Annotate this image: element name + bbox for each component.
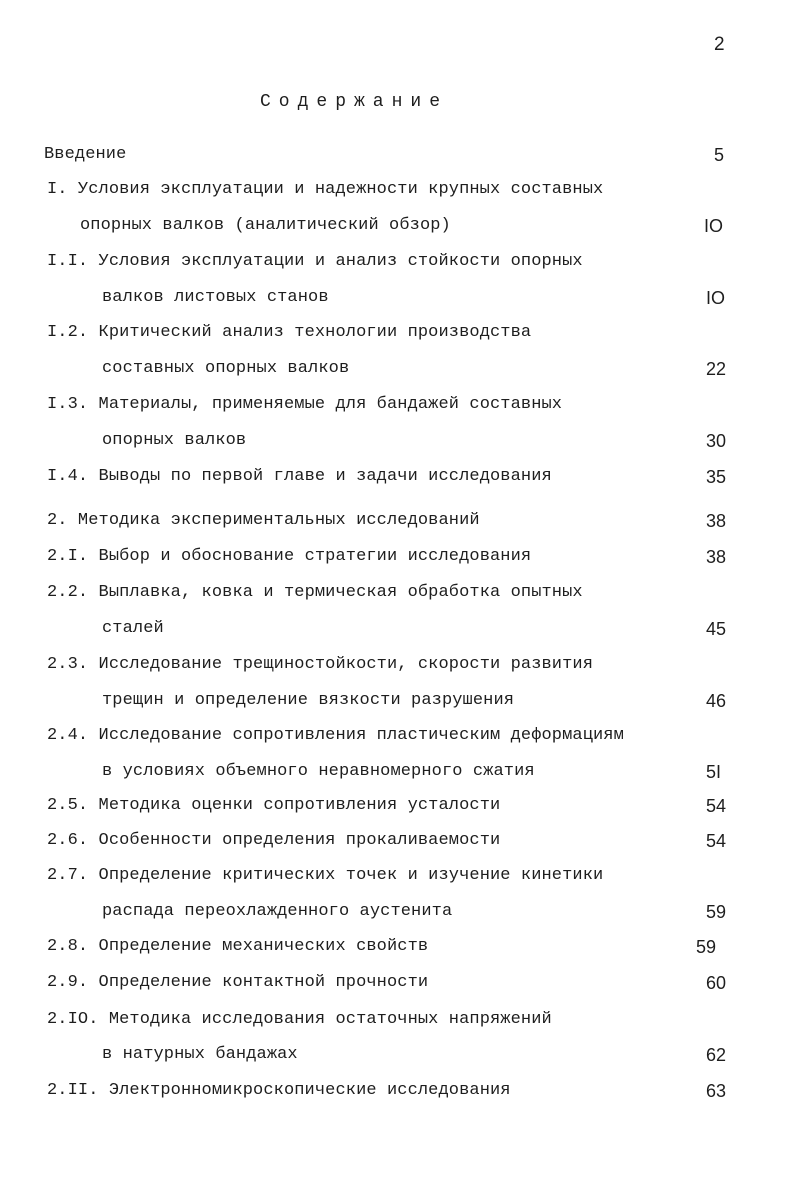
- toc-entry-number: I.3.: [47, 395, 89, 414]
- toc-page-number: 35: [706, 467, 727, 487]
- toc-entry-line: [47, 726, 624, 745]
- toc-entry-text: Исследование трещиностойкости, скорости развития: [98, 655, 594, 674]
- toc-page-number: IO: [704, 216, 724, 236]
- toc-entry-text: Определение критических точек и изучение кинетики: [98, 866, 604, 885]
- toc-entry-text: Условия эксплуатации и надежности крупных составных: [77, 180, 604, 199]
- toc-entry-text: Электронномикроскопические исследования: [108, 1081, 511, 1100]
- toc-entry-line: [47, 547, 531, 566]
- toc-entry-line: [47, 467, 552, 486]
- toc-entry-text: в условиях объемного неравномерного сжатия: [102, 762, 535, 781]
- toc-page-number: 59: [696, 937, 717, 957]
- toc-entry-line: [47, 1081, 511, 1100]
- toc-page-number: IO: [706, 288, 726, 308]
- toc-entry-text: Определение контактной прочности: [98, 973, 429, 992]
- toc-entry-text: Методика исследования остаточных напряжений: [108, 1010, 552, 1029]
- toc-entry-text: трещин и определение вязкости разрушения: [102, 691, 515, 710]
- toc-entry-line: [47, 583, 583, 602]
- toc-entry-line: [47, 323, 531, 342]
- toc-entry-line: [47, 395, 562, 414]
- toc-entry-text: опорных валков (аналитический обзор): [80, 216, 451, 235]
- toc-page-number: 22: [706, 359, 727, 379]
- toc-title: Содержание: [260, 92, 449, 112]
- toc-page-number: 38: [706, 511, 727, 531]
- toc-entry-line: [47, 866, 603, 885]
- toc-entry-text: Выплавка, ковка и термическая обработка опытных: [98, 583, 583, 602]
- toc-entry-number: I.2.: [47, 323, 89, 342]
- toc-entry-number: 2.IO.: [47, 1010, 99, 1029]
- toc-page-number: 60: [706, 973, 727, 993]
- toc-entry-text: Исследование сопротивления пластическим деформациям: [98, 726, 624, 745]
- toc-entry-line: [47, 937, 428, 956]
- toc-page-number: 45: [706, 619, 727, 639]
- toc-entry-text: опорных валков: [102, 431, 247, 450]
- toc-entry-line: [47, 973, 428, 992]
- toc-entry-number: 2.I.: [47, 547, 89, 566]
- toc-entry-text: валков листовых станов: [102, 288, 329, 307]
- page-number: 2: [714, 34, 725, 55]
- toc-entry-text: в натурных бандажах: [102, 1045, 298, 1064]
- toc-entry-text: Материалы, применяемые для бандажей составных: [98, 395, 563, 414]
- toc-entry-number: I.I.: [47, 252, 89, 271]
- toc-entry-number: 2.5.: [47, 796, 89, 815]
- toc-page-number: 46: [706, 691, 727, 711]
- toc-entry-number: 2.3.: [47, 655, 89, 674]
- toc-entry-text: Введение: [44, 145, 127, 164]
- toc-entry-line: [47, 1010, 552, 1029]
- toc-entry-number: I.: [47, 180, 68, 199]
- toc-entry-line: [47, 252, 583, 271]
- toc-entry-text: Определение механических свойств: [98, 937, 429, 956]
- toc-page-number: 38: [706, 547, 727, 567]
- toc-entry-line: [47, 796, 500, 815]
- toc-entry-text: Выводы по первой главе и задачи исследования: [98, 467, 552, 486]
- toc-entry-line: [47, 511, 480, 530]
- toc-entry-number: 2.: [47, 511, 68, 530]
- toc-entry-text: Выбор и обоснование стратегии исследования: [98, 547, 532, 566]
- toc-entry-number: 2.9.: [47, 973, 89, 992]
- toc-entry-line: [47, 655, 593, 674]
- toc-entry-text: Критический анализ технологии производства: [98, 323, 532, 342]
- toc-entry-number: 2.4.: [47, 726, 89, 745]
- toc-page-number: 62: [706, 1045, 727, 1065]
- toc-entry-line: [47, 831, 500, 850]
- toc-page-number: 30: [706, 431, 727, 451]
- toc-entry-number: 2.8.: [47, 937, 89, 956]
- toc-page-number: 63: [706, 1081, 727, 1101]
- toc-page-number: 59: [706, 902, 727, 922]
- toc-entry-number: 2.II.: [47, 1081, 99, 1100]
- toc-entry-line: [47, 180, 603, 199]
- toc-entry-text: Условия эксплуатации и анализ стойкости опорных: [98, 252, 583, 271]
- toc-page-number: 54: [706, 831, 727, 851]
- toc-entry-text: Особенности определения прокаливаемости: [98, 831, 501, 850]
- toc-entry-text: Методика экспериментальных исследований: [77, 511, 480, 530]
- toc-page-number: 5: [714, 145, 725, 165]
- toc-entry-number: 2.2.: [47, 583, 89, 602]
- toc-entry-text: Методика оценки сопротивления усталости: [98, 796, 501, 815]
- toc-entry-number: 2.6.: [47, 831, 89, 850]
- toc-entry-number: I.4.: [47, 467, 89, 486]
- toc-page-number: 5I: [706, 762, 722, 782]
- toc-entry-text: сталей: [102, 619, 164, 638]
- toc-entry-text: составных опорных валков: [102, 359, 350, 378]
- toc-entry-text: распада переохлажденного аустенита: [102, 902, 453, 921]
- toc-entry-number: 2.7.: [47, 866, 89, 885]
- toc-page-number: 54: [706, 796, 727, 816]
